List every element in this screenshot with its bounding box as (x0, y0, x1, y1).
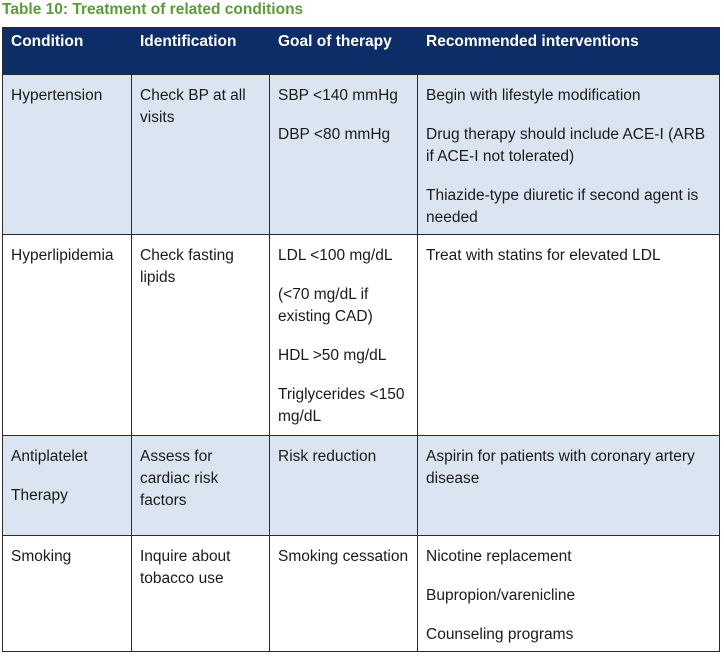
cell-line: Drug therapy should include ACE-I (ARB if ACE-I not tolerated) (426, 126, 706, 165)
treatment-table (2, 27, 720, 652)
cell-interventions (418, 436, 720, 536)
table-row (3, 536, 720, 652)
cell-line: SBP <140 mmHg (278, 87, 398, 104)
cell-line: Antiplatelet (11, 448, 88, 465)
cell-line: Aspirin for patients with coronary artery disease (426, 448, 695, 487)
cell-line: Hypertension (11, 87, 103, 104)
cell-line: Bupropion/varenicline (426, 587, 576, 604)
header-row (3, 28, 720, 75)
cell-line: Triglycerides <150 mg/dL (278, 386, 405, 425)
cell-line: HDL >50 mg/dL (278, 347, 387, 364)
cell-line: (<70 mg/dL if existing CAD) (278, 286, 373, 325)
cell-line: Begin with lifestyle modification (426, 87, 641, 104)
cell-line: Smoking cessation (278, 548, 409, 565)
cell-identification (132, 536, 270, 652)
cell-line: Assess for cardiac risk factors (140, 448, 219, 509)
cell-line: Smoking (11, 548, 72, 565)
cell-line: Check fasting lipids (140, 247, 234, 286)
cell-line: Check BP at all visits (140, 87, 246, 126)
cell-condition (3, 235, 132, 436)
table-row (3, 235, 720, 436)
table-row (3, 75, 720, 235)
cell-line: Counseling programs (426, 626, 574, 643)
cell-line: LDL <100 mg/dL (278, 247, 393, 264)
cell-goal (270, 536, 418, 652)
header-interventions: Recommended interventions (418, 28, 720, 75)
cell-identification (132, 75, 270, 235)
table-caption: Table 10: Treatment of related conditions (2, 1, 304, 18)
cell-line: Nicotine replacement (426, 548, 572, 565)
cell-line: DBP <80 mmHg (278, 126, 391, 143)
cell-line: Treat with statins for elevated LDL (426, 247, 661, 264)
table-row (3, 436, 720, 536)
cell-interventions (418, 536, 720, 652)
cell-identification (132, 436, 270, 536)
header-goal: Goal of therapy (270, 28, 418, 75)
cell-line: Risk reduction (278, 448, 377, 465)
cell-line: Thiazide-type diuretic if second agent is needed (426, 187, 699, 226)
cell-identification (132, 235, 270, 436)
cell-condition (3, 436, 132, 536)
cell-line: Therapy (11, 487, 68, 504)
header-condition: Condition (3, 28, 132, 75)
cell-interventions (418, 75, 720, 235)
cell-interventions (418, 235, 720, 436)
cell-goal (270, 235, 418, 436)
cell-line: Hyperlipidemia (11, 247, 114, 264)
cell-condition (3, 536, 132, 652)
cell-condition (3, 75, 132, 235)
cell-goal (270, 436, 418, 536)
cell-line: Inquire about tobacco use (140, 548, 231, 587)
header-identification: Identification (132, 28, 270, 75)
cell-goal (270, 75, 418, 235)
